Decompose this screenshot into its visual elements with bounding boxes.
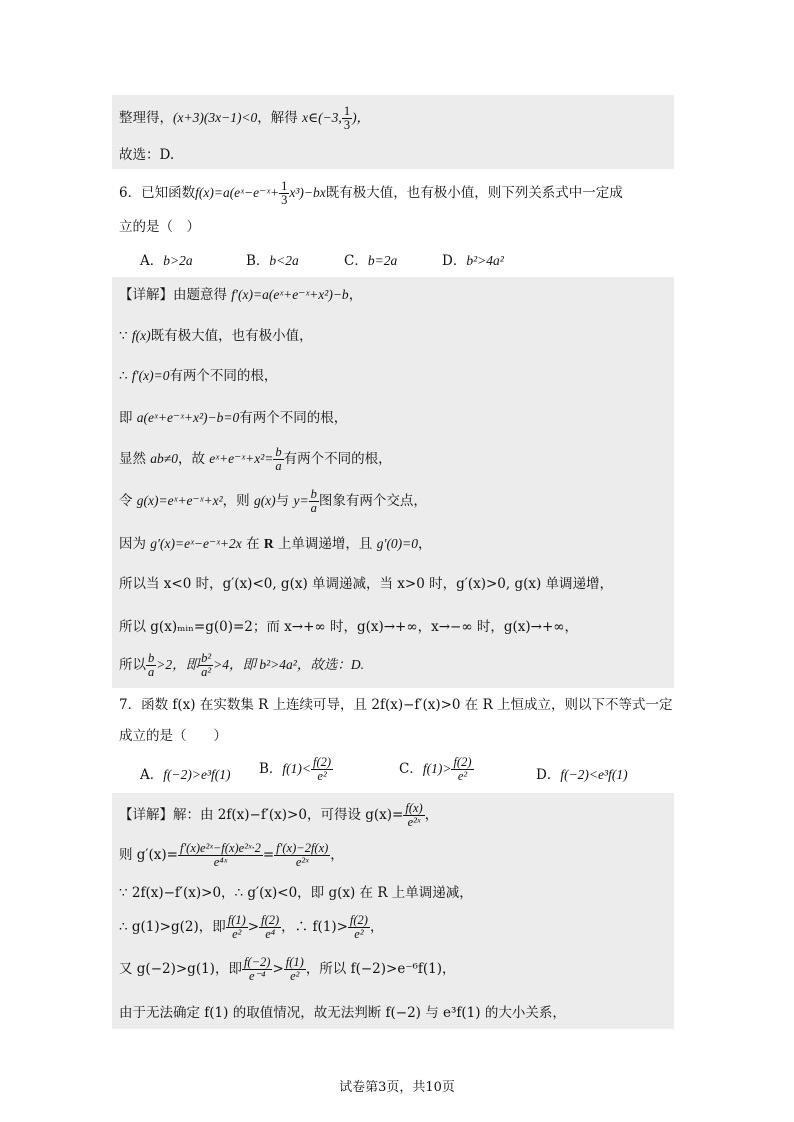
fraction: $\frac{f(x)}{\text{e²ˣ}}$ — [405, 801, 423, 829]
q7-sol-line6: 由于无法确定 f(1) 的取值情况，故无法判断 f(−2) 与 e³f(1) 的大小关系， — [119, 1005, 566, 1021]
q7-option-c: C．f(1)> $\frac{f(2)}{\text{e²}}$ — [399, 755, 472, 783]
page-footer: 试卷第3页，共10页 — [339, 1080, 455, 1095]
prev-solution-line2: 故选：D. — [119, 147, 175, 163]
q6-sol-line7: 因为 g′(x)=eˣ−e⁻ˣ+2x 在 R 上单调递增，且 g′(0)=0， — [119, 536, 432, 552]
q6-sol-line2: ∵ f(x)既有极大值，也有极小值， — [119, 328, 313, 344]
q6-sol-line9: 所以 g(x)ₘᵢₙ=g(0)=2；而 x→+∞ 时，g(x)→+∞，x→−∞ 时，g(x)→+∞， — [119, 619, 579, 635]
fraction: $\frac{f(2)}{\text{e²}}$ — [349, 913, 368, 941]
q6-sol-line1: 【详解】由题意得 f′(x)=a(eˣ+e⁻ˣ+x²)−b， — [119, 287, 363, 303]
q6-sol-line10: 所以 $\frac{b}{a}$ >2，即 $\frac{\text{b²}}{\text{a²}}$ >4，即 b²>4a²，故选：D. — [119, 651, 364, 679]
q7-sol-line2: 则 g′(x)= $\frac{\text{f′(x)e²ˣ−f(x)e²ˣ·2}}{\text{e⁴ˣ}}$ = $\frac{f'(x)-2f(x)}{\text{e²ˣ}}$ ， — [119, 841, 344, 869]
q7-stem-line1: 7．函数 f(x) 在实数集 R 上连续可导，且 2f(x)−f′(x)>0 在 R 上恒成立，则以下不等式一定 — [119, 697, 673, 713]
fraction: $\frac{b}{a}$ — [148, 651, 155, 679]
q7-sol-line4: ∴ g(1)>g(2)，即 $\frac{f(1)}{\text{e²}}$ > $\frac{f(2)}{\text{e⁴}}$ ，∴ f(1)> $\frac{f(2)}{\text{e²}}$ ， — [119, 913, 384, 941]
q6-sol-line8: 所以当 x<0 时，g′(x)<0, g(x) 单调递减，当 x>0 时，g′(x)>0, g(x) 单调递增， — [119, 576, 614, 592]
fraction: $\frac{f'(x)-2f(x)}{\text{e²ˣ}}$ — [276, 841, 329, 869]
q6-sol-line6: 令 g(x)=eˣ+e⁻ˣ+x²，则 g(x)与 y= $\frac{b}{a}$ 图象有两个交点， — [119, 487, 427, 515]
fraction: $\frac{\text{b²}}{\text{a²}}$ — [201, 651, 212, 679]
fraction: $\frac{f(2)}{\text{e²}}$ — [453, 755, 472, 783]
q6-option-d: D．b²>4a² — [442, 253, 504, 269]
q7-stem-line2: 成立的是（ ） — [119, 728, 227, 744]
q7-option-a: A．f(−2)>e³f(1) — [140, 767, 231, 783]
q6-sol-line3: ∴ f′(x)=0有两个不同的根， — [119, 368, 278, 384]
q6-option-c: C．b=2a — [344, 253, 398, 269]
q6-option-b: B．b<2a — [246, 253, 299, 269]
fraction: $\frac{1}{3}$ — [281, 179, 288, 207]
fraction: $\frac{f(-2)}{\text{e⁻⁴}}$ — [243, 955, 271, 983]
q7-option-d: D．f(−2)<e³f(1) — [536, 767, 628, 783]
fraction: $\frac{f(2)}{\text{e²}}$ — [313, 755, 332, 783]
q6-sol-line4: 即 a(eˣ+e⁻ˣ+x²)−b=0有两个不同的根， — [119, 410, 348, 426]
fraction: $\frac{1}{3}$ — [343, 104, 351, 132]
fraction: $\frac{f(1)}{\text{e²}}$ — [285, 955, 304, 983]
fraction: $\frac{\text{f′(x)e²ˣ−f(x)e²ˣ·2}}{\text{e⁴ˣ}}$ — [179, 841, 261, 869]
fraction: $\frac{b}{a}$ — [275, 445, 282, 473]
fraction: $\frac{f(2)}{\text{e⁴}}$ — [261, 913, 280, 941]
q6-sol-line5: 显然 ab≠0，故 eˣ+e⁻ˣ+x²= $\frac{b}{a}$ 有两个不同的根， — [119, 445, 392, 473]
fraction: $\frac{f(1)}{\text{e²}}$ — [227, 913, 246, 941]
q7-sol-line1: 【详解】解：由 2f(x)−f′(x)>0，可得设 g(x)= $\frac{f(x)}{\text{e²ˣ}}$ ， — [119, 801, 439, 829]
fraction: $\frac{b}{a}$ — [310, 487, 317, 515]
q7-sol-line5: 又 g(−2)>g(1)，即 $\frac{f(-2)}{\text{e⁻⁴}}$ > $\frac{f(1)}{\text{e²}}$ ，所以 f(−2)>e⁻⁶f(1)， — [119, 955, 456, 983]
q6-stem-line1: 6．已知函数f(x)=a(eˣ−e⁻ˣ+ $\frac{1}{3}$ x³)−bx既有极大值，也有极小值，则下列关系式中一定成 — [119, 179, 623, 207]
prev-solution-line1: 整理得，(x+3)(3x−1)<0，解得 x∈(−3, $\frac{1}{3}$ )， — [119, 104, 371, 132]
q6-option-a: A．b>2a — [140, 253, 193, 269]
q7-option-b: B．f(1)< $\frac{f(2)}{\text{e²}}$ — [259, 755, 332, 783]
q7-sol-line3: ∵ 2f(x)−f′(x)>0，∴ g′(x)<0，即 g(x) 在 R 上单调递减， — [119, 885, 473, 901]
q6-stem-line2: 立的是（ ） — [119, 219, 200, 235]
